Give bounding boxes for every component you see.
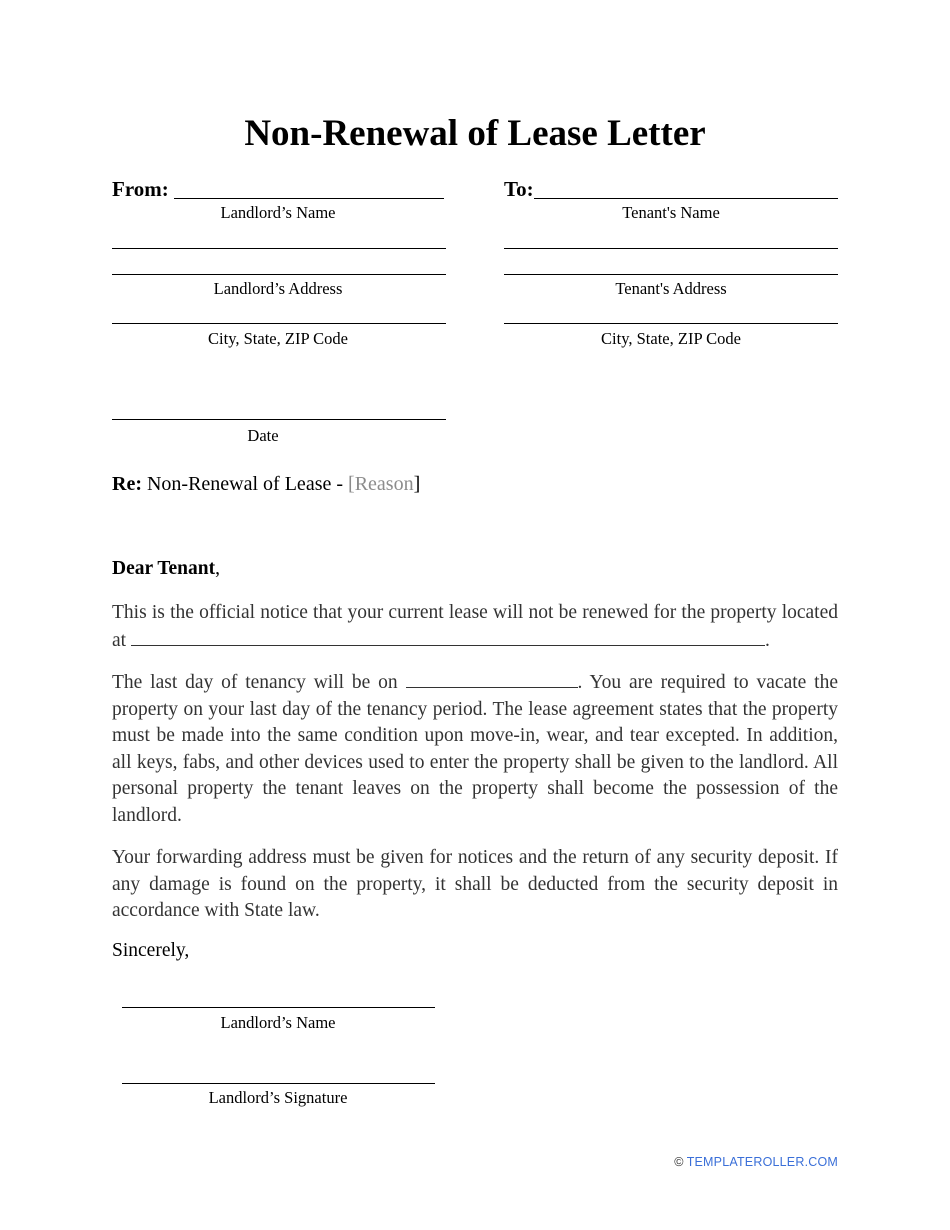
paragraph-2 xyxy=(112,669,838,829)
signature-name-caption: Landlord’s Name xyxy=(220,1013,336,1032)
from-label: From: xyxy=(112,177,169,201)
signature-caption: Landlord’s Signature xyxy=(208,1088,348,1107)
salutation-punct: , xyxy=(215,558,220,579)
to-label: To: xyxy=(504,177,534,201)
tenant-city-caption: City, State, ZIP Code xyxy=(601,329,741,348)
tenant-name-line[interactable] xyxy=(534,198,838,199)
footer-link[interactable] xyxy=(674,1155,838,1169)
last-day-blank[interactable] xyxy=(406,669,578,688)
paragraph-2-start: The last day of tenancy will be on xyxy=(112,672,398,693)
landlord-address-line-1[interactable] xyxy=(112,248,446,249)
tenant-address-line-1[interactable] xyxy=(504,248,838,249)
re-open-bracket: [ xyxy=(348,473,355,495)
re-label: Re: xyxy=(112,473,142,495)
copyright-symbol: © xyxy=(674,1155,684,1169)
re-text: Non-Renewal of Lease - xyxy=(146,473,349,495)
tenant-address-caption: Tenant's Address xyxy=(615,279,727,298)
landlord-address-caption: Landlord’s Address xyxy=(213,279,343,298)
salutation xyxy=(112,558,220,580)
paragraph-3: Your forwarding address must be given for notices and the return of any security deposit. If any damage is found on the property, it shall be deducted from the security deposit in accordance with State law. xyxy=(112,847,838,921)
footer-site: TEMPLATEROLLER.COM xyxy=(686,1155,838,1169)
paragraph-1-text: This is the official notice that your current lease will not be renewed for the property located at xyxy=(112,602,838,651)
paragraph-1 xyxy=(112,600,838,654)
tenant-name-caption: Tenant's Name xyxy=(622,203,720,222)
property-address-blank[interactable] xyxy=(131,627,765,646)
salutation-name: Dear Tenant xyxy=(112,558,216,579)
paragraph-1-end: . xyxy=(764,629,770,651)
paragraph-2-end: . You are required to vacate the property on your last day of the tenancy period. The lease agreement states that the property must be made into the same condition upon move-in, wear, and tear excepted. In addition, all keys, fabs, and other devices used to enter the property shall be given to the landlord. All personal property the tenant leaves on the property shall become the possession of the landlord. xyxy=(112,672,838,826)
closing: Sincerely, xyxy=(112,940,190,961)
subject-line xyxy=(112,473,420,496)
date-caption: Date xyxy=(247,426,279,445)
landlord-name-caption: Landlord’s Name xyxy=(220,203,336,222)
re-close-bracket: ] xyxy=(413,473,421,495)
signature-line[interactable] xyxy=(122,1083,435,1084)
landlord-name-line[interactable] xyxy=(174,198,444,199)
page-title: Non-Renewal of Lease Letter xyxy=(244,113,706,154)
signature-name-line[interactable] xyxy=(122,1007,435,1008)
landlord-city-line[interactable] xyxy=(112,323,446,324)
reason-placeholder[interactable]: Reason xyxy=(354,473,414,495)
landlord-city-caption: City, State, ZIP Code xyxy=(208,329,348,348)
date-line[interactable] xyxy=(112,419,446,420)
landlord-address-line-2[interactable] xyxy=(112,274,446,275)
tenant-address-line-2[interactable] xyxy=(504,274,838,275)
tenant-city-line[interactable] xyxy=(504,323,838,324)
